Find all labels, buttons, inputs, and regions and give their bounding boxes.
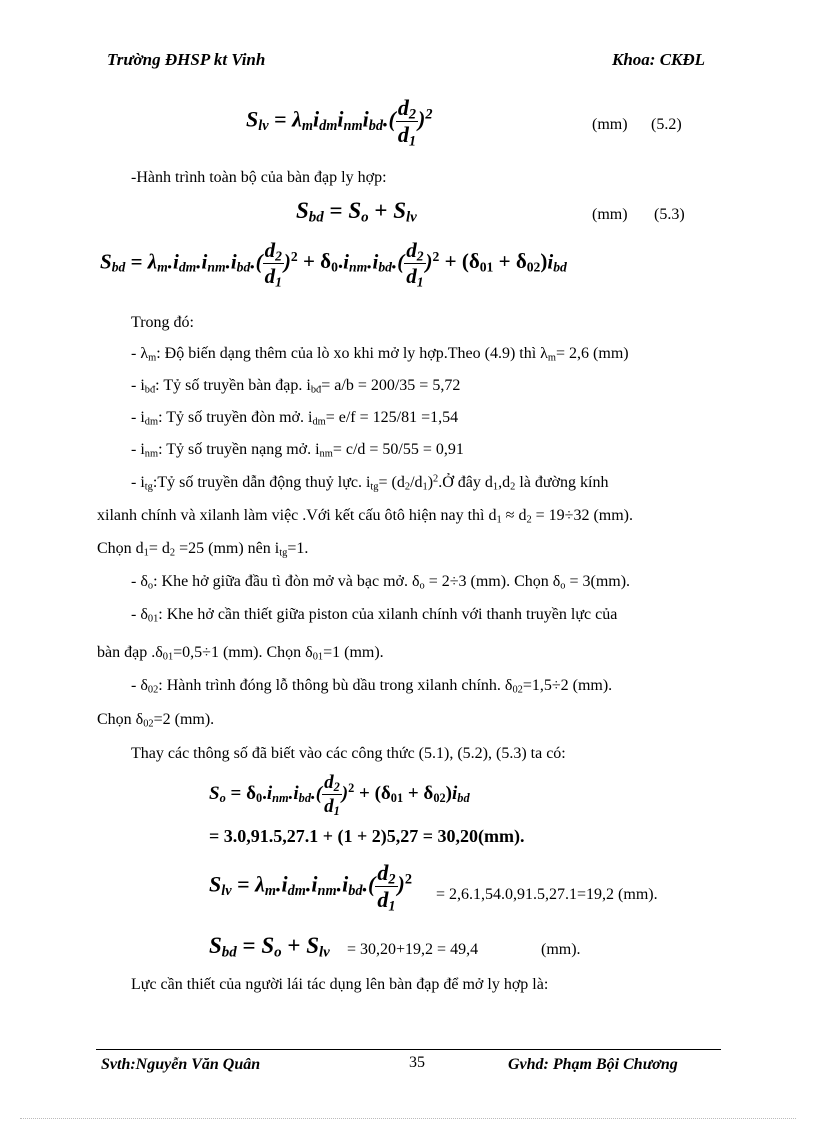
page-number: 35	[409, 1054, 425, 1071]
force-intro: Lực cần thiết của người lái tác dụng lên bàn đạp để mở ly hợp là:	[131, 976, 549, 993]
footer-advisor: Gvhd: Phạm Bội Chương	[508, 1056, 678, 1073]
def-delta02-line2: Chọn $\delta_{02}=2$ (mm).	[97, 711, 215, 730]
def-delta01-line2: bàn đạp $.\delta_{01}=0,5\div 1$ (mm). Chọn $\delta_{01}=1$ (mm).	[97, 644, 384, 663]
header-right: Khoa: CKĐL	[612, 50, 706, 69]
def-itg-line3: Chọn $d_1= d_2 =25$ (mm) nên $i_{tg}=1$.	[97, 540, 309, 559]
calc-slv-formula: $S_{lv} = \lambda_m.i_{dm}.i_{nm}.i_{bd}$.( $\frac{d_2}{d_1}$ )$^2$	[209, 860, 413, 915]
def-inm: - $i_{nm}$: Tỷ số truyền nạng mở. $i_{nm}= c/d = 50/55 = 0,91$	[131, 441, 464, 460]
footer-student: Svth:Nguyễn Văn Quân	[101, 1056, 261, 1073]
equation-5-2: $S_{lv} = \lambda_mi_{dm}i_{nm}i_{bd}$.( $\frac{d_2}{d_1}$ )$^2$	[246, 95, 433, 150]
footer-rule	[96, 1049, 721, 1050]
def-idm: - $i_{dm}$: Tỷ số truyền đòn mở. $i_{dm}= e/f = 125/81 =1,54$	[131, 409, 459, 428]
eq53-number: (5.3)	[654, 206, 685, 223]
def-lambda: - $\lambda_m$: Độ biến dạng thêm của lò xo khi mở ly hợp.Theo (4.9) thì $\lambda_m= 2,6$ (mm)	[131, 345, 629, 364]
eq52-number: (5.2)	[651, 116, 682, 133]
expanded-sbd-formula: $S_{bd} = \lambda_m.i_{dm}.i_{nm}.i_{bd}$.( $\frac{d_2}{d_1}$ )$^2 + \delta_0.i_{nm}.i_{bd}$.( $\frac{d_2}{d_1}$ )$^2 + (\delta_{01} + \delta_{02})i_{bd}$	[100, 238, 567, 290]
equation-5-3: $S_{bd} = S_o + S_{lv}$	[296, 198, 417, 226]
eq53-unit: (mm)	[592, 206, 628, 223]
eq52-unit: (mm)	[592, 116, 628, 133]
calc-sbd-result: = 30,20+19,2 = 49,4	[347, 941, 479, 958]
def-delta02: - $\delta_{02}$: Hành trình đóng lỗ thông bù dầu trong xilanh chính. $\delta_{02}=1,5\div 2$ (mm).	[131, 677, 613, 696]
travel-intro: -Hành trình toàn bộ của bàn đạp ly hợp:	[131, 169, 387, 186]
calc-s0-formula: $S_o = \delta_0.i_{nm}.i_{bd}$.( $\frac{d_2}{d_1}$ )$^2 + (\delta_{01} + \delta_{02})i_{bd}$	[209, 772, 470, 819]
header-left: Trường ĐHSP kt Vinh	[107, 50, 266, 69]
calc-sbd-formula: $S_{bd} = S_o + S_{lv}$	[209, 933, 330, 961]
substitute-intro: Thay các thông số đã biết vào các công thức (5.1), (5.2), (5.3) ta có:	[131, 745, 566, 762]
def-delta0: - $\delta_o$: Khe hở giữa đầu tì đòn mở và bạc mở. $\delta_o = 2\div 3$ (mm). Chọn $\delta_o = 3(mm)$.	[131, 573, 631, 592]
def-ibd: - $i_{bđ}$: Tỷ số truyền bàn đạp. $i_{bđ}= a/b = 200/35 = 5,72$	[131, 377, 461, 396]
def-itg: - $i_{tg}:Tỷ$ số truyền dẫn động thuỷ lực. $i_{tg}=$ $(d_2/d_1)^2.Ở$ đây $d_1,d_2$ là đường kính	[131, 473, 609, 493]
calc-sbd-unit: (mm).	[541, 941, 581, 958]
calc-s0-result: = 3.0,91.5,27.1 + (1 + 2)5,27 = 30,20(mm).	[209, 826, 525, 846]
page-bottom-border	[20, 1118, 796, 1119]
where-label: Trong đó:	[131, 314, 194, 331]
def-itg-line2: xilanh chính và xilanh làm việc .Với kết cấu ôtô hiện nay thì $d_1 \approx d_2 = 19\div 32$ (mm).	[97, 507, 634, 526]
def-delta01: - $\delta_{01}$: Khe hở cần thiết giữa piston của xilanh chính với thanh truyền lực của	[131, 606, 618, 625]
calc-slv-result: = 2,6.1,54.0,91.5,27.1=19,2 (mm).	[436, 886, 658, 903]
